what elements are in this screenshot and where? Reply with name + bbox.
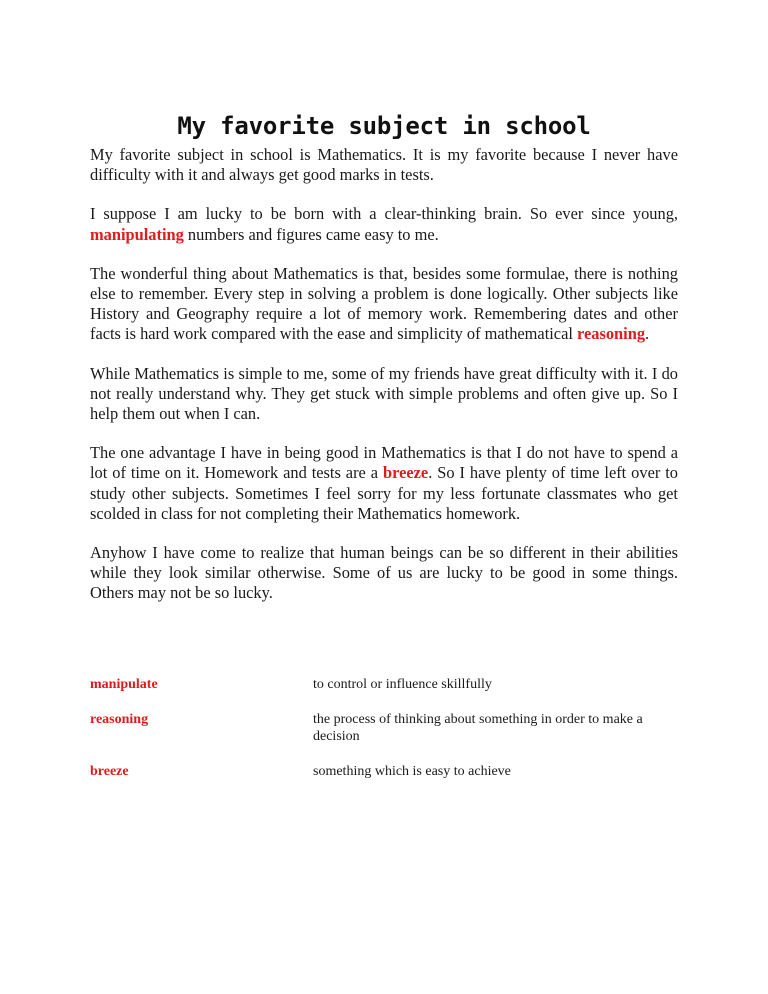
paragraph-6: [90, 543, 678, 604]
vocabulary-definition: to control or influence skillfully: [313, 677, 492, 692]
paragraph-2: [90, 204, 678, 244]
paragraph-text: Anyhow I have come to realize that human beings can be so different in their abilities while they look similar otherwise. Some of us are lucky to be good in some things. Others may not be so lucky.: [90, 543, 678, 603]
paragraph-5: [90, 443, 678, 524]
paragraph-1: [90, 145, 678, 185]
paragraph-text: The one advantage I have in being good in Mathematics is that I do not have to spend a lot of time on it. Homework and tests are a: [90, 443, 678, 483]
keyword-reasoning: reasoning: [577, 324, 646, 344]
vocabulary-row: [90, 711, 678, 745]
keyword-breeze: breeze: [383, 463, 429, 483]
paragraph-text: I suppose I am lucky to be born with a clear-thinking brain. So ever since young,: [90, 204, 678, 224]
keyword-manipulating: manipulating: [90, 224, 184, 244]
vocabulary-term: manipulate: [90, 677, 158, 692]
vocabulary-definition: something which is easy to achieve: [313, 764, 511, 779]
paragraph-text: .: [645, 324, 650, 344]
page-title: My favorite subject in school: [177, 112, 591, 141]
vocabulary-term: breeze: [90, 764, 129, 779]
paragraph-4: [90, 364, 678, 425]
vocabulary-list: [90, 676, 678, 798]
paragraph-3: [90, 264, 678, 345]
paragraph-text: My favorite subject in school is Mathematics. It is my favorite because I never have difficulty with it and always get good marks in tests.: [90, 145, 678, 185]
essay-body: [90, 145, 678, 623]
vocabulary-row: [90, 676, 678, 693]
paragraph-text: . So I have plenty of time left over to study other subjects. Sometimes I feel sorry for my less fortunate classmates who get scolded in class for not completing their Mathematics homework.: [90, 463, 679, 523]
paragraph-text: The wonderful thing about Mathematics is that, besides some formulae, there is nothing else to remember. Every step in solving a problem is done logically. Other subjects like History and Geography require a lot of memory work. Remembering dates and other facts is hard work compared with the ease and simplicity of mathematical: [90, 263, 678, 344]
vocabulary-term: reasoning: [90, 712, 149, 727]
vocabulary-definition: the process of thinking about something in order to make a decision: [313, 712, 643, 744]
vocabulary-row: [90, 763, 678, 780]
paragraph-text: While Mathematics is simple to me, some of my friends have great difficulty with it. I do not really understand why. They get stuck with simple problems and often give up. So I help them out when I can.: [90, 363, 678, 424]
paragraph-text: numbers and figures came easy to me.: [183, 224, 439, 244]
